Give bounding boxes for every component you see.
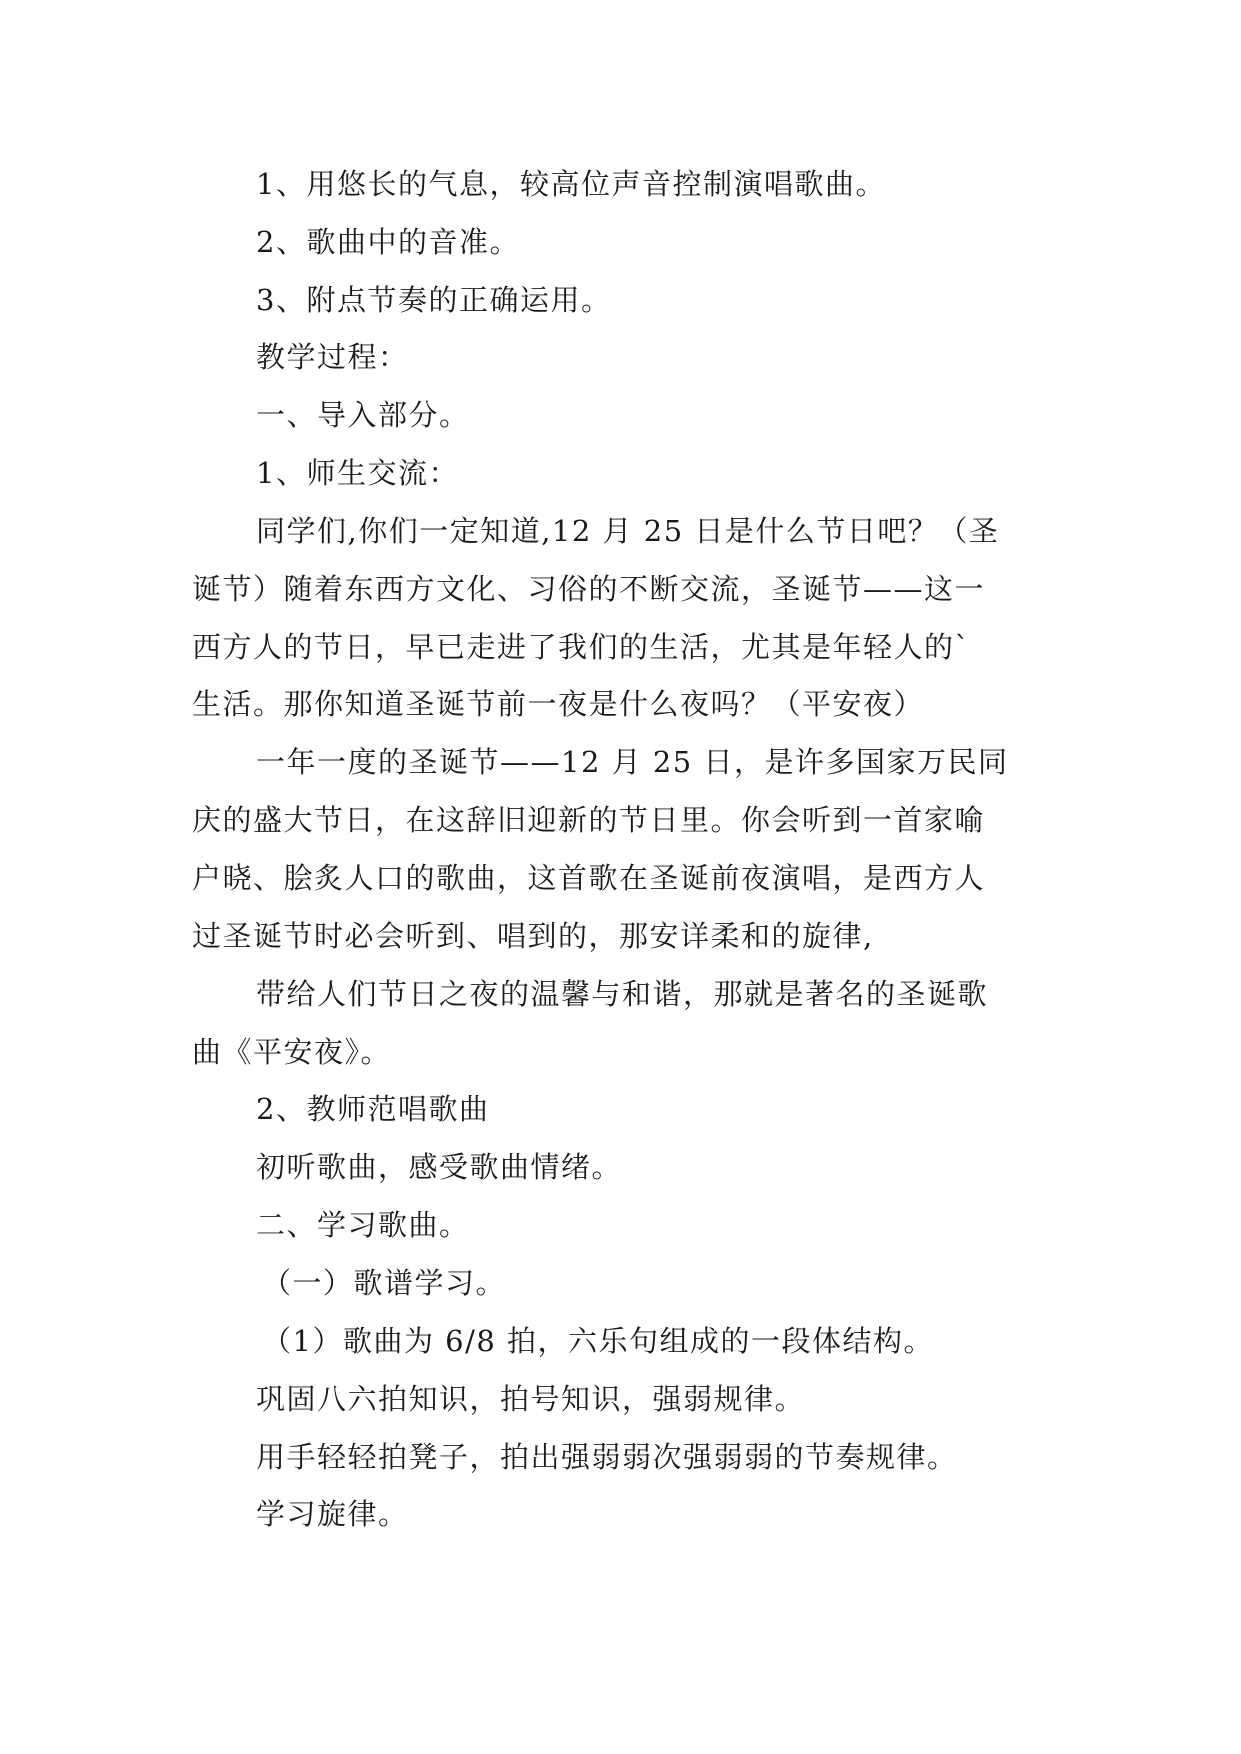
clap-rhythm-line: 用手轻轻拍凳子，拍出强弱弱次强弱弱的节奏规律。 [256, 1440, 958, 1474]
paragraph-2-line-3: 户晓、脍炙人口的歌曲，这首歌在圣诞前夜演唱，是西方人 [192, 861, 986, 895]
first-listen-line: 初听歌曲，感受歌曲情绪。 [256, 1150, 623, 1184]
subheading-score-learning: （一）歌谱学习。 [262, 1266, 507, 1300]
paragraph-2-line-1: 一年一度的圣诞节——12 月 25 日，是许多国家万民同 [256, 745, 1009, 779]
objective-line-3: 3、附点节奏的正确运用。 [256, 283, 612, 317]
learn-melody-line: 学习旋律。 [256, 1497, 409, 1531]
objective-line-2: 2、歌曲中的音准。 [256, 225, 520, 259]
heading-introduction: 一、导入部分。 [256, 398, 470, 432]
paragraph-3-line-1: 带给人们节日之夜的温馨与和谐，那就是著名的圣诞歌 [256, 977, 989, 1011]
heading-learn-song: 二、学习歌曲。 [256, 1208, 470, 1242]
paragraph-1-line-3: 西方人的节日，早已走进了我们的生活，尤其是年轻人的` [192, 630, 971, 664]
item-time-signature: （1）歌曲为 6/8 拍，六乐句组成的一段体结构。 [262, 1324, 935, 1358]
paragraph-2-line-4: 过圣诞节时必会听到、唱到的，那安详柔和的旋律, [192, 919, 874, 953]
paragraph-1-line-1: 同学们,你们一定知道,12 月 25 日是什么节日吧？（圣 [256, 514, 1000, 548]
subheading-teacher-demo: 2、教师范唱歌曲 [256, 1092, 490, 1126]
objective-line-1: 1、用悠长的气息，较高位声音控制演唱歌曲。 [256, 167, 886, 201]
subheading-teacher-student-exchange: 1、师生交流： [256, 456, 459, 490]
consolidate-knowledge-line: 巩固八六拍知识，拍号知识，强弱规律。 [256, 1382, 806, 1416]
paragraph-1-line-2: 诞节）随着东西方文化、习俗的不断交流，圣诞节——这一 [192, 572, 986, 606]
paragraph-3-line-2: 曲《平安夜》。 [192, 1035, 392, 1069]
section-heading-teaching-process: 教学过程： [256, 340, 409, 374]
paragraph-2-line-2: 庆的盛大节日，在这辞旧迎新的节日里。你会听到一首家喻 [192, 803, 986, 837]
paragraph-1-line-4: 生活。那你知道圣诞节前一夜是什么夜吗？（平安夜） [192, 687, 925, 721]
